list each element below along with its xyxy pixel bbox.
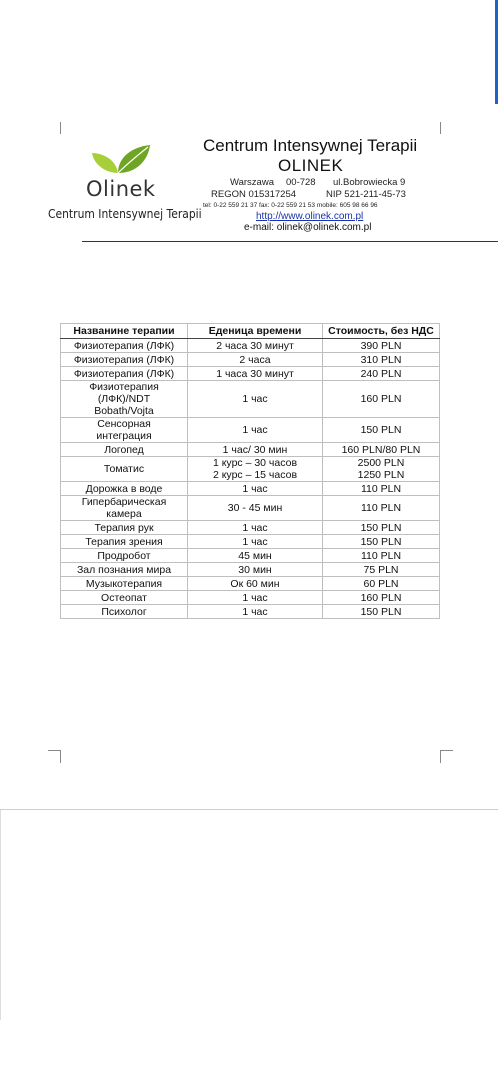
price-table bbox=[60, 323, 440, 619]
corner-mark-bottom-right bbox=[440, 750, 453, 763]
table-row bbox=[61, 339, 440, 353]
cell-price: 150 PLN bbox=[323, 535, 440, 549]
cell-therapy: Сенсорная интеграция bbox=[61, 418, 188, 443]
cell-therapy: Физиотерапия (ЛФК)/NDT Bobath/Vojta bbox=[61, 381, 188, 418]
brand-name: Olinek bbox=[86, 177, 156, 201]
cell-therapy: Продробот bbox=[61, 549, 188, 563]
cell-price: 150 PLN bbox=[323, 418, 440, 443]
cell-time-unit: 1 час bbox=[188, 418, 323, 443]
cell-therapy: Томатис bbox=[61, 457, 188, 482]
column-header-therapy: Нaзванине терапии bbox=[61, 324, 188, 339]
cell-time-unit: 1 час bbox=[188, 535, 323, 549]
cell-price: 160 PLN/80 PLN bbox=[323, 443, 440, 457]
leaf-logo-icon bbox=[88, 143, 152, 177]
email-address[interactable]: e-mail: olinek@olinek.com.pl bbox=[244, 222, 372, 233]
cell-therapy: Физиотерапия (ЛФК) bbox=[61, 353, 188, 367]
cell-time-unit: 30 - 45 мин bbox=[188, 496, 323, 521]
cell-therapy: Логопед bbox=[61, 443, 188, 457]
cell-therapy: Психолог bbox=[61, 605, 188, 619]
table-row bbox=[61, 577, 440, 591]
table-row bbox=[61, 591, 440, 605]
cell-time-unit: 2 часа bbox=[188, 353, 323, 367]
nip-number: NIP 521-211-45-73 bbox=[326, 189, 406, 200]
cell-therapy: Физиотерапия (ЛФК) bbox=[61, 339, 188, 353]
cell-price: 110 PLN bbox=[323, 482, 440, 496]
cell-time-unit: 1 часа 30 минут bbox=[188, 367, 323, 381]
cell-therapy: Остеопат bbox=[61, 591, 188, 605]
page-title-name: OLINEK bbox=[278, 156, 344, 175]
cell-price: 150 PLN bbox=[323, 521, 440, 535]
cell-price: 2500 PLN 1250 PLN bbox=[323, 457, 440, 482]
cell-time-unit: 1 час/ 30 мин bbox=[188, 443, 323, 457]
corner-mark-bottom-left bbox=[48, 750, 61, 763]
table-row bbox=[61, 482, 440, 496]
table-header-row bbox=[61, 324, 440, 339]
cell-therapy: Зал познания мира bbox=[61, 563, 188, 577]
page-separator bbox=[0, 809, 498, 810]
brand-subtitle: Centrum Intensywnej Terapii bbox=[48, 206, 202, 221]
next-page-edge bbox=[0, 810, 1, 1020]
corner-mark-top-right bbox=[440, 122, 453, 134]
cell-price: 150 PLN bbox=[323, 605, 440, 619]
cell-price: 110 PLN bbox=[323, 549, 440, 563]
cell-therapy: Дорожка в воде bbox=[61, 482, 188, 496]
table-row bbox=[61, 521, 440, 535]
table-row bbox=[61, 381, 440, 418]
cell-time-unit: 1 час bbox=[188, 381, 323, 418]
cell-therapy: Музыкотерапия bbox=[61, 577, 188, 591]
cell-time-unit: 1 час bbox=[188, 605, 323, 619]
cell-price: 310 PLN bbox=[323, 353, 440, 367]
corner-mark-top-left bbox=[48, 122, 61, 134]
cell-time-unit: 1 час bbox=[188, 521, 323, 535]
cell-time-unit: 1 час bbox=[188, 591, 323, 605]
table-body bbox=[61, 339, 440, 619]
cell-therapy: Гипербарическая камера bbox=[61, 496, 188, 521]
cell-therapy: Физиотерапия (ЛФК) bbox=[61, 367, 188, 381]
address-postcode: 00-728 bbox=[286, 177, 316, 188]
table-row bbox=[61, 535, 440, 549]
cell-time-unit: 1 час bbox=[188, 482, 323, 496]
column-header-price: Стоимость, без НДС bbox=[323, 324, 440, 339]
cell-price: 390 PLN bbox=[323, 339, 440, 353]
page-title: Centrum Intensywnej Terapii bbox=[203, 136, 418, 155]
table-row bbox=[61, 443, 440, 457]
table-row bbox=[61, 496, 440, 521]
cell-price: 160 PLN bbox=[323, 591, 440, 605]
cell-price: 110 PLN bbox=[323, 496, 440, 521]
table-row bbox=[61, 418, 440, 443]
cell-price: 240 PLN bbox=[323, 367, 440, 381]
column-header-time-unit: Еденица времени bbox=[188, 324, 323, 339]
cell-time-unit: 45 мин bbox=[188, 549, 323, 563]
table-row bbox=[61, 367, 440, 381]
table-row bbox=[61, 563, 440, 577]
cell-time-unit: 2 часа 30 минут bbox=[188, 339, 323, 353]
cell-time-unit: Ок 60 мин bbox=[188, 577, 323, 591]
address-street: ul.Bobrowiecka 9 bbox=[333, 177, 406, 188]
table-row bbox=[61, 549, 440, 563]
header-divider bbox=[82, 241, 498, 242]
cell-therapy: Терапия зрения bbox=[61, 535, 188, 549]
table-row bbox=[61, 605, 440, 619]
cell-time-unit: 1 курс – 30 часов 2 курс – 15 часов bbox=[188, 457, 323, 482]
table-row bbox=[61, 353, 440, 367]
cell-price: 160 PLN bbox=[323, 381, 440, 418]
phone-numbers: tel: 0-22 559 21 37 fax: 0-22 559 21 53 mobile: 605 98 66 96 bbox=[203, 202, 378, 209]
table-row bbox=[61, 457, 440, 482]
cell-time-unit: 30 мин bbox=[188, 563, 323, 577]
address-city: Warszawa bbox=[230, 177, 274, 188]
cell-therapy: Терапия рук bbox=[61, 521, 188, 535]
regon-number: REGON 015317254 bbox=[211, 189, 297, 200]
website-link[interactable]: http://www.olinek.com.pl bbox=[256, 211, 364, 222]
cell-price: 75 PLN bbox=[323, 563, 440, 577]
cell-price: 60 PLN bbox=[323, 577, 440, 591]
